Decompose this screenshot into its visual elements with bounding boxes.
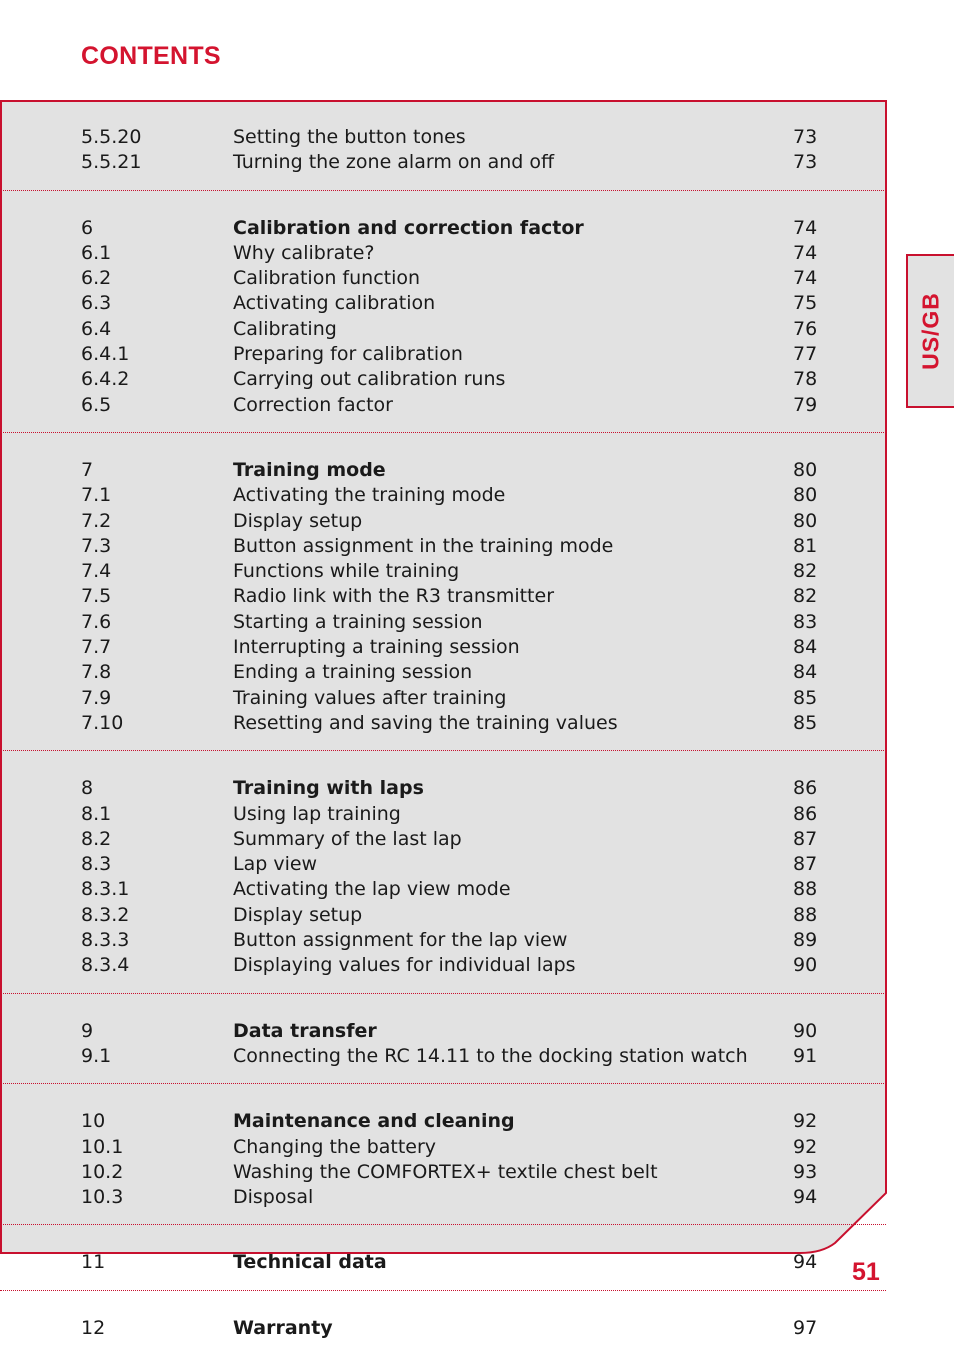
toc-entry-row[interactable] (0, 660, 886, 685)
toc-entry-title: Connecting the RC 14.11 to the docking station watch (233, 1044, 748, 1067)
toc-entry-number: 8.3.4 (81, 954, 130, 977)
toc-entry-title: Changing the battery (233, 1135, 437, 1158)
toc-entry-row[interactable] (0, 903, 886, 928)
toc-entry-title: Radio link with the R3 transmitter (233, 585, 555, 608)
toc-entry-number: 6.4 (81, 317, 112, 340)
toc-entry-row[interactable] (0, 291, 886, 316)
toc-entry-page: 97 (793, 1316, 818, 1339)
toc-entry-title: Preparing for calibration (233, 343, 463, 366)
toc-entry-row[interactable] (0, 367, 886, 392)
toc-section (0, 1083, 886, 1224)
toc-entry-title: Disposal (233, 1186, 314, 1209)
toc-entry-title: Data transfer (233, 1019, 377, 1042)
toc-entry-row[interactable] (0, 1135, 886, 1160)
toc-entry-row[interactable] (0, 584, 886, 609)
toc-entry-row[interactable] (0, 509, 886, 534)
toc-entry-row[interactable] (0, 1160, 886, 1185)
toc-section (0, 432, 886, 750)
toc-entry-number: 7.4 (81, 560, 112, 583)
toc-entry-number: 7.2 (81, 509, 112, 532)
toc-entry-page: 94 (793, 1251, 818, 1274)
toc-entry-title: Maintenance and cleaning (233, 1110, 515, 1133)
language-tab[interactable] (906, 254, 954, 408)
toc-entry-number: 8.3.2 (81, 903, 130, 926)
language-tab-label: US/GB (917, 292, 944, 370)
toc-entry-row[interactable] (0, 483, 886, 508)
toc-entry-title: Training values after training (233, 686, 507, 709)
toc-entry-page: 84 (793, 661, 818, 684)
toc-entry-number: 6.4.1 (81, 343, 130, 366)
toc-chapter-row[interactable] (0, 1019, 886, 1044)
toc-entry-row[interactable] (0, 1185, 886, 1210)
toc-chapter-row[interactable] (0, 776, 886, 801)
toc-entry-title: Turning the zone alarm on and off (233, 151, 555, 174)
toc-entry-title: Display setup (233, 903, 363, 926)
toc-entry-page: 87 (793, 827, 818, 850)
toc-entry-page: 73 (793, 126, 818, 148)
toc-entry-row[interactable] (0, 241, 886, 266)
toc-entry-number: 6.4.2 (81, 368, 130, 391)
toc-entry-number: 8.2 (81, 827, 112, 850)
toc-entry-number: 7.1 (81, 484, 112, 507)
toc-entry-number: 6 (81, 216, 94, 239)
toc-entry-page: 77 (793, 343, 818, 366)
toc-entry-page: 92 (793, 1135, 818, 1158)
toc-entry-title: Training mode (233, 458, 386, 481)
toc-chapter-row[interactable] (0, 1316, 886, 1341)
toc-entry-number: 7 (81, 458, 94, 481)
toc-entry-number: 9.1 (81, 1044, 112, 1067)
toc-entry-page: 75 (793, 292, 818, 315)
toc-entry-row[interactable] (0, 559, 886, 584)
toc-entry-row[interactable] (0, 802, 886, 827)
toc-entry-page: 93 (793, 1160, 818, 1183)
toc-entry-page: 84 (793, 636, 818, 659)
toc-chapter-row[interactable] (0, 1250, 886, 1275)
toc-list (0, 100, 886, 1355)
toc-entry-page: 86 (793, 802, 818, 825)
toc-chapter-row[interactable] (0, 458, 886, 483)
toc-entry-page: 85 (793, 711, 818, 734)
toc-entry-number: 7.8 (81, 661, 112, 684)
toc-entry-row[interactable] (0, 534, 886, 559)
toc-entry-number: 10.3 (81, 1186, 124, 1209)
toc-entry-row[interactable] (0, 635, 886, 660)
toc-entry-page: 78 (793, 368, 818, 391)
toc-entry-title: Technical data (233, 1251, 387, 1274)
toc-entry-title: Activating the training mode (233, 484, 506, 507)
toc-entry-number: 6.3 (81, 292, 112, 315)
toc-entry-row[interactable] (0, 852, 886, 877)
toc-entry-number: 8.3 (81, 853, 112, 876)
toc-entry-number: 10.2 (81, 1160, 124, 1183)
toc-entry-title: Calibration function (233, 267, 421, 290)
toc-entry-number: 5.5.20 (81, 126, 142, 148)
toc-entry-title: Lap view (233, 853, 318, 876)
toc-entry-page: 88 (793, 903, 818, 926)
toc-entry-number: 8 (81, 777, 94, 800)
toc-entry-title: Ending a training session (233, 661, 473, 684)
toc-entry-number: 11 (81, 1251, 106, 1274)
toc-entry-title: Resetting and saving the training values (233, 711, 618, 734)
toc-entry-row[interactable] (0, 877, 886, 902)
toc-entry-number: 12 (81, 1316, 106, 1339)
toc-entry-title: Carrying out calibration runs (233, 368, 506, 391)
page-heading: CONTENTS (81, 42, 221, 70)
toc-entry-number: 7.10 (81, 711, 124, 734)
toc-entry-title: Button assignment for the lap view (233, 929, 568, 952)
toc-entry-title: Activating calibration (233, 292, 436, 315)
toc-chapter-row[interactable] (0, 1109, 886, 1134)
toc-entry-page: 89 (793, 929, 818, 952)
toc-entry-title: Warranty (233, 1316, 333, 1339)
toc-entry-page: 91 (793, 1044, 818, 1067)
toc-section (0, 1290, 886, 1355)
toc-entry-number: 8.1 (81, 802, 112, 825)
toc-entry-page: 94 (793, 1186, 818, 1209)
toc-entry-title: Displaying values for individual laps (233, 954, 576, 977)
toc-entry-number: 7.6 (81, 610, 112, 633)
toc-entry-page: 80 (793, 484, 818, 507)
toc-entry-row[interactable] (0, 125, 886, 150)
toc-entry-title: Training with laps (233, 777, 424, 800)
toc-entry-page: 92 (793, 1110, 818, 1133)
toc-entry-row[interactable] (0, 266, 886, 291)
toc-entry-number: 7.9 (81, 686, 112, 709)
toc-entry-page: 83 (793, 610, 818, 633)
toc-entry-page: 80 (793, 458, 818, 481)
toc-entry-row[interactable] (0, 342, 886, 367)
toc-entry-page: 76 (793, 317, 818, 340)
toc-entry-title: Functions while training (233, 560, 460, 583)
toc-entry-page: 81 (793, 534, 818, 557)
toc-entry-row[interactable] (0, 393, 886, 418)
toc-entry-row[interactable] (0, 928, 886, 953)
toc-entry-row[interactable] (0, 610, 886, 635)
toc-entry-number: 5.5.21 (81, 151, 142, 174)
toc-entry-title: Interrupting a training session (233, 636, 520, 659)
toc-entry-row[interactable] (0, 711, 886, 736)
toc-entry-number: 10.1 (81, 1135, 124, 1158)
toc-entry-title: Starting a training session (233, 610, 483, 633)
toc-section (0, 190, 886, 432)
toc-entry-page: 82 (793, 585, 818, 608)
toc-entry-title: Correction factor (233, 393, 393, 416)
toc-section (0, 100, 886, 190)
toc-entry-page: 74 (793, 267, 818, 290)
toc-entry-row[interactable] (0, 686, 886, 711)
toc-section (0, 993, 886, 1084)
toc-entry-page: 86 (793, 777, 818, 800)
toc-entry-page: 90 (793, 954, 818, 977)
toc-entry-number: 7.7 (81, 636, 112, 659)
toc-entry-row[interactable] (0, 1044, 886, 1069)
toc-entry-page: 74 (793, 241, 818, 264)
toc-entry-page: 87 (793, 853, 818, 876)
toc-entry-title: Calibration and correction factor (233, 216, 584, 239)
toc-entry-title: Summary of the last lap (233, 827, 462, 850)
toc-entry-number: 6.1 (81, 241, 112, 264)
toc-entry-title: Why calibrate? (233, 241, 375, 264)
toc-entry-row[interactable] (0, 953, 886, 978)
toc-entry-page: 82 (793, 560, 818, 583)
toc-entry-number: 8.3.3 (81, 929, 130, 952)
toc-section (0, 1224, 886, 1289)
toc-entry-title: Activating the lap view mode (233, 878, 511, 901)
toc-chapter-row[interactable] (0, 216, 886, 241)
toc-entry-number: 8.3.1 (81, 878, 130, 901)
toc-entry-page: 79 (793, 393, 818, 416)
toc-entry-title: Display setup (233, 509, 363, 532)
toc-section (0, 750, 886, 992)
toc-entry-title: Setting the button tones (233, 126, 466, 148)
toc-entry-title: Washing the COMFORTEX+ textile chest belt (233, 1160, 658, 1183)
toc-entry-page: 80 (793, 509, 818, 532)
toc-entry-number: 7.5 (81, 585, 112, 608)
toc-entry-page: 85 (793, 686, 818, 709)
toc-entry-number: 7.3 (81, 534, 112, 557)
toc-entry-row[interactable] (0, 150, 886, 175)
toc-entry-page: 73 (793, 151, 818, 174)
page-number: 51 (852, 1258, 880, 1286)
toc-entry-title: Calibrating (233, 317, 337, 340)
toc-entry-title: Button assignment in the training mode (233, 534, 614, 557)
toc-entry-number: 10 (81, 1110, 106, 1133)
toc-entry-page: 90 (793, 1019, 818, 1042)
toc-entry-row[interactable] (0, 827, 886, 852)
toc-entry-title: Using lap training (233, 802, 401, 825)
toc-entry-number: 6.2 (81, 267, 112, 290)
toc-entry-page: 88 (793, 878, 818, 901)
toc-entry-number: 9 (81, 1019, 94, 1042)
toc-entry-number: 6.5 (81, 393, 112, 416)
toc-entry-row[interactable] (0, 317, 886, 342)
toc-entry-page: 74 (793, 216, 818, 239)
